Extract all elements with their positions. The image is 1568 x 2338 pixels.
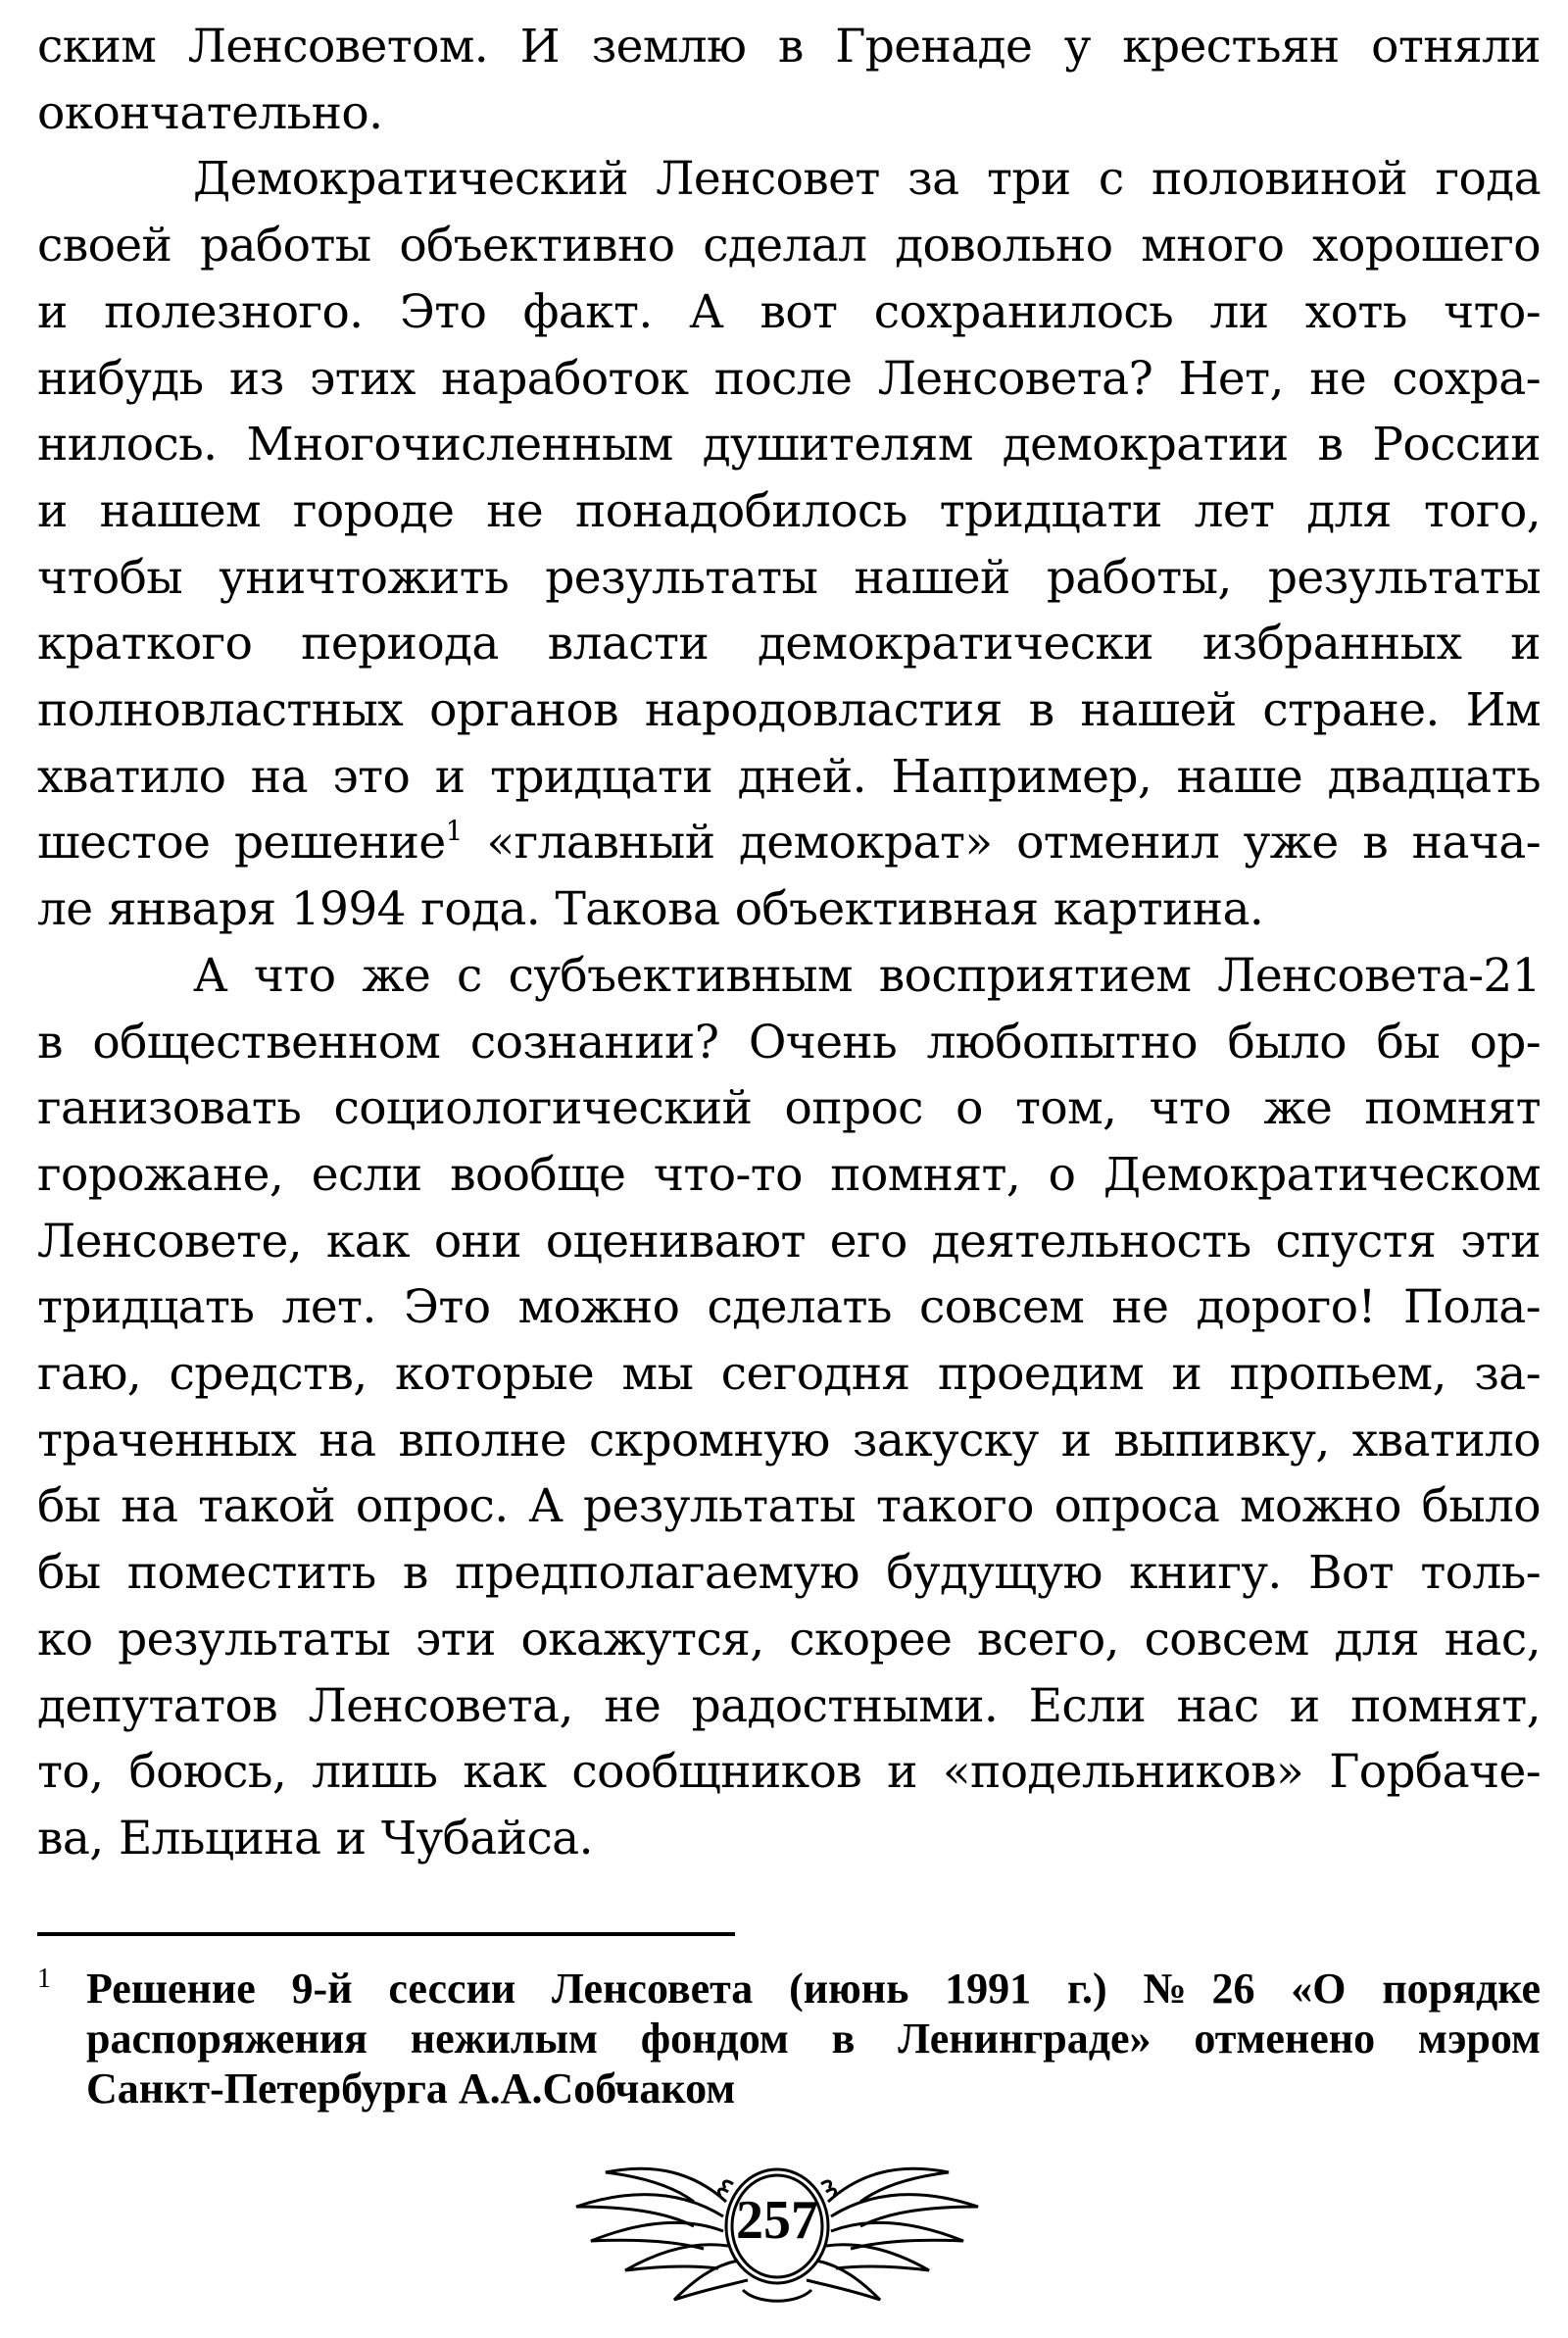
text-line: нилось. Многочисленным душителям демократии в России	[37, 418, 1541, 473]
text-line: траченных на вполне скромную закуску и выпивку, хватило	[37, 1413, 1541, 1467]
text-fragment: «главный демократ» отменил уже в нача-	[486, 816, 1541, 871]
text-line: бы на такой опрос. А результаты такого опроса можно было	[37, 1479, 1541, 1534]
text-line: Демократический Ленсовет за три с половиной года	[193, 152, 1541, 207]
text-line: полновластных органов народовластия в нашей стране. Им	[37, 683, 1541, 738]
text-line: А что же с субъективным восприятием Ленсовета-21	[193, 948, 1541, 1003]
footnote-separator	[37, 1932, 735, 1936]
text-line: чтобы уничтожить результаты нашей работы, результаты	[37, 550, 1541, 605]
footnote-mark: 1	[37, 1964, 51, 1994]
text-line: то, боюсь, лишь как сообщников и «подельников» Горбаче-	[37, 1745, 1541, 1800]
text-line: краткого периода власти демократически избранных и	[37, 617, 1541, 672]
text-line: горожане, если вообще что-то помнят, о Демократическом	[37, 1147, 1541, 1202]
text-line: нибудь из этих наработок после Ленсовета? Нет, не сохра-	[37, 351, 1541, 406]
main-text	[37, 14, 1541, 1872]
footnote-reference: 1	[445, 815, 463, 848]
text-line: ле января 1994 года. Такова объективная картина.	[37, 882, 1264, 937]
text-line: ва, Ельцина и Чубайса.	[37, 1811, 593, 1865]
text-line: гаю, средств, которые мы сегодня проедим и пропьем, за-	[37, 1347, 1541, 1402]
text-fragment: шестое решение	[37, 816, 446, 871]
footnote-text	[86, 1964, 1541, 2114]
page-number: 257	[736, 2190, 818, 2251]
footnote-line: Решение 9-й сессии Ленсовета (июнь 1991 г.) №26 «О порядке	[86, 1965, 1541, 2013]
text-line: бы поместить в предполагаемую будущую книгу. Вот толь-	[37, 1546, 1541, 1601]
paragraph-1	[37, 14, 1541, 146]
text-line: тридцать лет. Это можно сделать совсем не дорого! Пола-	[37, 1280, 1541, 1335]
text-line: хватило на это и тридцати дней. Например, наше двадцать	[37, 749, 1541, 804]
text-line: ко результаты эти окажутся, скорее всего, совсем для нас,	[37, 1612, 1541, 1666]
text-line-with-footnote	[37, 810, 1541, 876]
paragraph-2	[37, 146, 1541, 942]
text-line: депутатов Ленсовета, не радостными. Если нас и помнят,	[37, 1678, 1541, 1733]
footnote-line: Санкт-Петербурга А.А.Собчаком	[86, 2064, 736, 2113]
text-line: ским Ленсоветом. И землю в Гренаде у крестьян отняли	[37, 20, 1541, 74]
text-line: и полезного. Это факт. А вот сохранилось ли хоть что-	[37, 284, 1541, 339]
text-line: Ленсовете, как они оценивают его деятельность спустя эти	[37, 1214, 1541, 1268]
text-line: и нашем городе не понадобилось тридцати лет для того,	[37, 483, 1541, 538]
text-line: окончательно.	[37, 85, 383, 140]
text-line: своей работы объективно сделал довольно много хорошего	[37, 219, 1541, 274]
paragraph-3	[37, 943, 1541, 1872]
footnote	[37, 1964, 1541, 2114]
text-line: ганизовать социологический опрос о том, что же помнят	[37, 1081, 1541, 1136]
footnote-line: распоряжения нежилым фондом в Ленинграде» отменено мэром	[86, 2015, 1541, 2063]
text-line: в общественном сознании? Очень любопытно было бы ор-	[37, 1015, 1541, 1070]
